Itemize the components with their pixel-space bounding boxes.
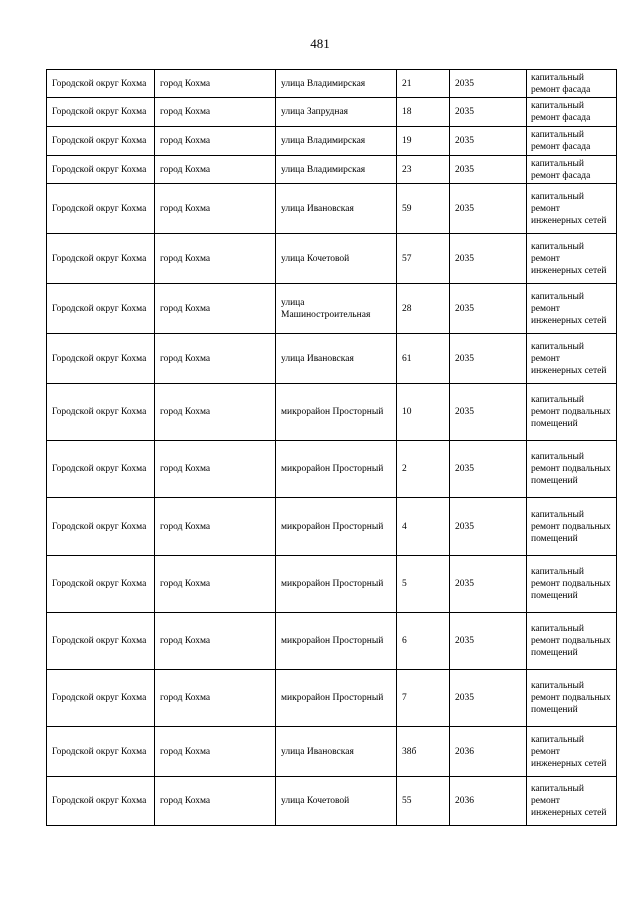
house-cell: 55 <box>397 777 450 826</box>
table-row <box>47 70 617 98</box>
year-cell: 2035 <box>450 184 527 234</box>
year-cell: 2035 <box>450 384 527 441</box>
house-cell: 57 <box>397 234 450 284</box>
street-cell: микрорайон Просторный <box>276 498 397 556</box>
street-cell: улица Кочетовой <box>276 234 397 284</box>
house-cell: 28 <box>397 284 450 334</box>
year-cell: 2035 <box>450 670 527 727</box>
page-number: 481 <box>310 36 330 51</box>
table-row <box>47 334 617 384</box>
year-cell: 2035 <box>450 613 527 670</box>
district-cell: Городской округ Кохма <box>47 670 155 727</box>
table-row <box>47 234 617 284</box>
repair-table <box>46 69 617 826</box>
year-cell: 2035 <box>450 556 527 613</box>
work-type-cell: капитальный ремонт фасада <box>527 98 617 127</box>
district-cell: Городской округ Кохма <box>47 156 155 184</box>
street-cell: микрорайон Просторный <box>276 556 397 613</box>
table-row <box>47 727 617 777</box>
street-cell: улица Кочетовой <box>276 777 397 826</box>
street-cell: микрорайон Просторный <box>276 613 397 670</box>
work-type-cell: капитальный ремонт подвальных помещений <box>527 498 617 556</box>
house-cell: 38б <box>397 727 450 777</box>
city-cell: город Кохма <box>155 384 276 441</box>
house-cell: 59 <box>397 184 450 234</box>
house-cell: 61 <box>397 334 450 384</box>
work-type-cell: капитальный ремонт инженерных сетей <box>527 184 617 234</box>
table-row <box>47 777 617 826</box>
house-cell: 23 <box>397 156 450 184</box>
house-cell: 21 <box>397 70 450 98</box>
table-row <box>47 384 617 441</box>
city-cell: город Кохма <box>155 727 276 777</box>
year-cell: 2035 <box>450 127 527 156</box>
table-row <box>47 613 617 670</box>
year-cell: 2035 <box>450 441 527 498</box>
district-cell: Городской округ Кохма <box>47 613 155 670</box>
repair-table-body <box>47 70 617 826</box>
work-type-cell: капитальный ремонт инженерных сетей <box>527 334 617 384</box>
street-cell: микрорайон Просторный <box>276 670 397 727</box>
district-cell: Городской округ Кохма <box>47 284 155 334</box>
city-cell: город Кохма <box>155 184 276 234</box>
city-cell: город Кохма <box>155 127 276 156</box>
city-cell: город Кохма <box>155 498 276 556</box>
district-cell: Городской округ Кохма <box>47 556 155 613</box>
city-cell: город Кохма <box>155 156 276 184</box>
street-cell: улица Ивановская <box>276 184 397 234</box>
city-cell: город Кохма <box>155 70 276 98</box>
table-row <box>47 156 617 184</box>
table-row <box>47 556 617 613</box>
street-cell: улица Владимирская <box>276 70 397 98</box>
house-cell: 10 <box>397 384 450 441</box>
year-cell: 2035 <box>450 98 527 127</box>
table-row <box>47 284 617 334</box>
year-cell: 2035 <box>450 284 527 334</box>
district-cell: Городской округ Кохма <box>47 234 155 284</box>
work-type-cell: капитальный ремонт инженерных сетей <box>527 234 617 284</box>
year-cell: 2035 <box>450 498 527 556</box>
year-cell: 2035 <box>450 156 527 184</box>
district-cell: Городской округ Кохма <box>47 98 155 127</box>
year-cell: 2035 <box>450 334 527 384</box>
district-cell: Городской округ Кохма <box>47 727 155 777</box>
year-cell: 2036 <box>450 777 527 826</box>
work-type-cell: капитальный ремонт подвальных помещений <box>527 384 617 441</box>
work-type-cell: капитальный ремонт инженерных сетей <box>527 727 617 777</box>
year-cell: 2035 <box>450 70 527 98</box>
house-cell: 6 <box>397 613 450 670</box>
street-cell: улица Машиностроительная <box>276 284 397 334</box>
work-type-cell: капитальный ремонт фасада <box>527 127 617 156</box>
city-cell: город Кохма <box>155 441 276 498</box>
work-type-cell: капитальный ремонт фасада <box>527 156 617 184</box>
work-type-cell: капитальный ремонт подвальных помещений <box>527 613 617 670</box>
city-cell: город Кохма <box>155 98 276 127</box>
work-type-cell: капитальный ремонт инженерных сетей <box>527 284 617 334</box>
table-row <box>47 498 617 556</box>
table-row <box>47 127 617 156</box>
work-type-cell: капитальный ремонт подвальных помещений <box>527 556 617 613</box>
city-cell: город Кохма <box>155 777 276 826</box>
table-row <box>47 98 617 127</box>
street-cell: улица Запрудная <box>276 98 397 127</box>
street-cell: улица Ивановская <box>276 334 397 384</box>
work-type-cell: капитальный ремонт инженерных сетей <box>527 777 617 826</box>
table-row <box>47 441 617 498</box>
house-cell: 19 <box>397 127 450 156</box>
work-type-cell: капитальный ремонт подвальных помещений <box>527 670 617 727</box>
street-cell: улица Владимирская <box>276 127 397 156</box>
district-cell: Городской округ Кохма <box>47 498 155 556</box>
district-cell: Городской округ Кохма <box>47 127 155 156</box>
year-cell: 2035 <box>450 234 527 284</box>
district-cell: Городской округ Кохма <box>47 384 155 441</box>
table-row <box>47 184 617 234</box>
city-cell: город Кохма <box>155 670 276 727</box>
house-cell: 7 <box>397 670 450 727</box>
city-cell: город Кохма <box>155 334 276 384</box>
district-cell: Городской округ Кохма <box>47 777 155 826</box>
house-cell: 18 <box>397 98 450 127</box>
year-cell: 2036 <box>450 727 527 777</box>
work-type-cell: капитальный ремонт фасада <box>527 70 617 98</box>
work-type-cell: капитальный ремонт подвальных помещений <box>527 441 617 498</box>
table-row <box>47 670 617 727</box>
district-cell: Городской округ Кохма <box>47 334 155 384</box>
house-cell: 2 <box>397 441 450 498</box>
street-cell: улица Владимирская <box>276 156 397 184</box>
city-cell: город Кохма <box>155 284 276 334</box>
street-cell: микрорайон Просторный <box>276 441 397 498</box>
house-cell: 4 <box>397 498 450 556</box>
city-cell: город Кохма <box>155 556 276 613</box>
district-cell: Городской округ Кохма <box>47 184 155 234</box>
street-cell: улица Ивановская <box>276 727 397 777</box>
city-cell: город Кохма <box>155 613 276 670</box>
house-cell: 5 <box>397 556 450 613</box>
district-cell: Городской округ Кохма <box>47 70 155 98</box>
city-cell: город Кохма <box>155 234 276 284</box>
street-cell: микрорайон Просторный <box>276 384 397 441</box>
district-cell: Городской округ Кохма <box>47 441 155 498</box>
